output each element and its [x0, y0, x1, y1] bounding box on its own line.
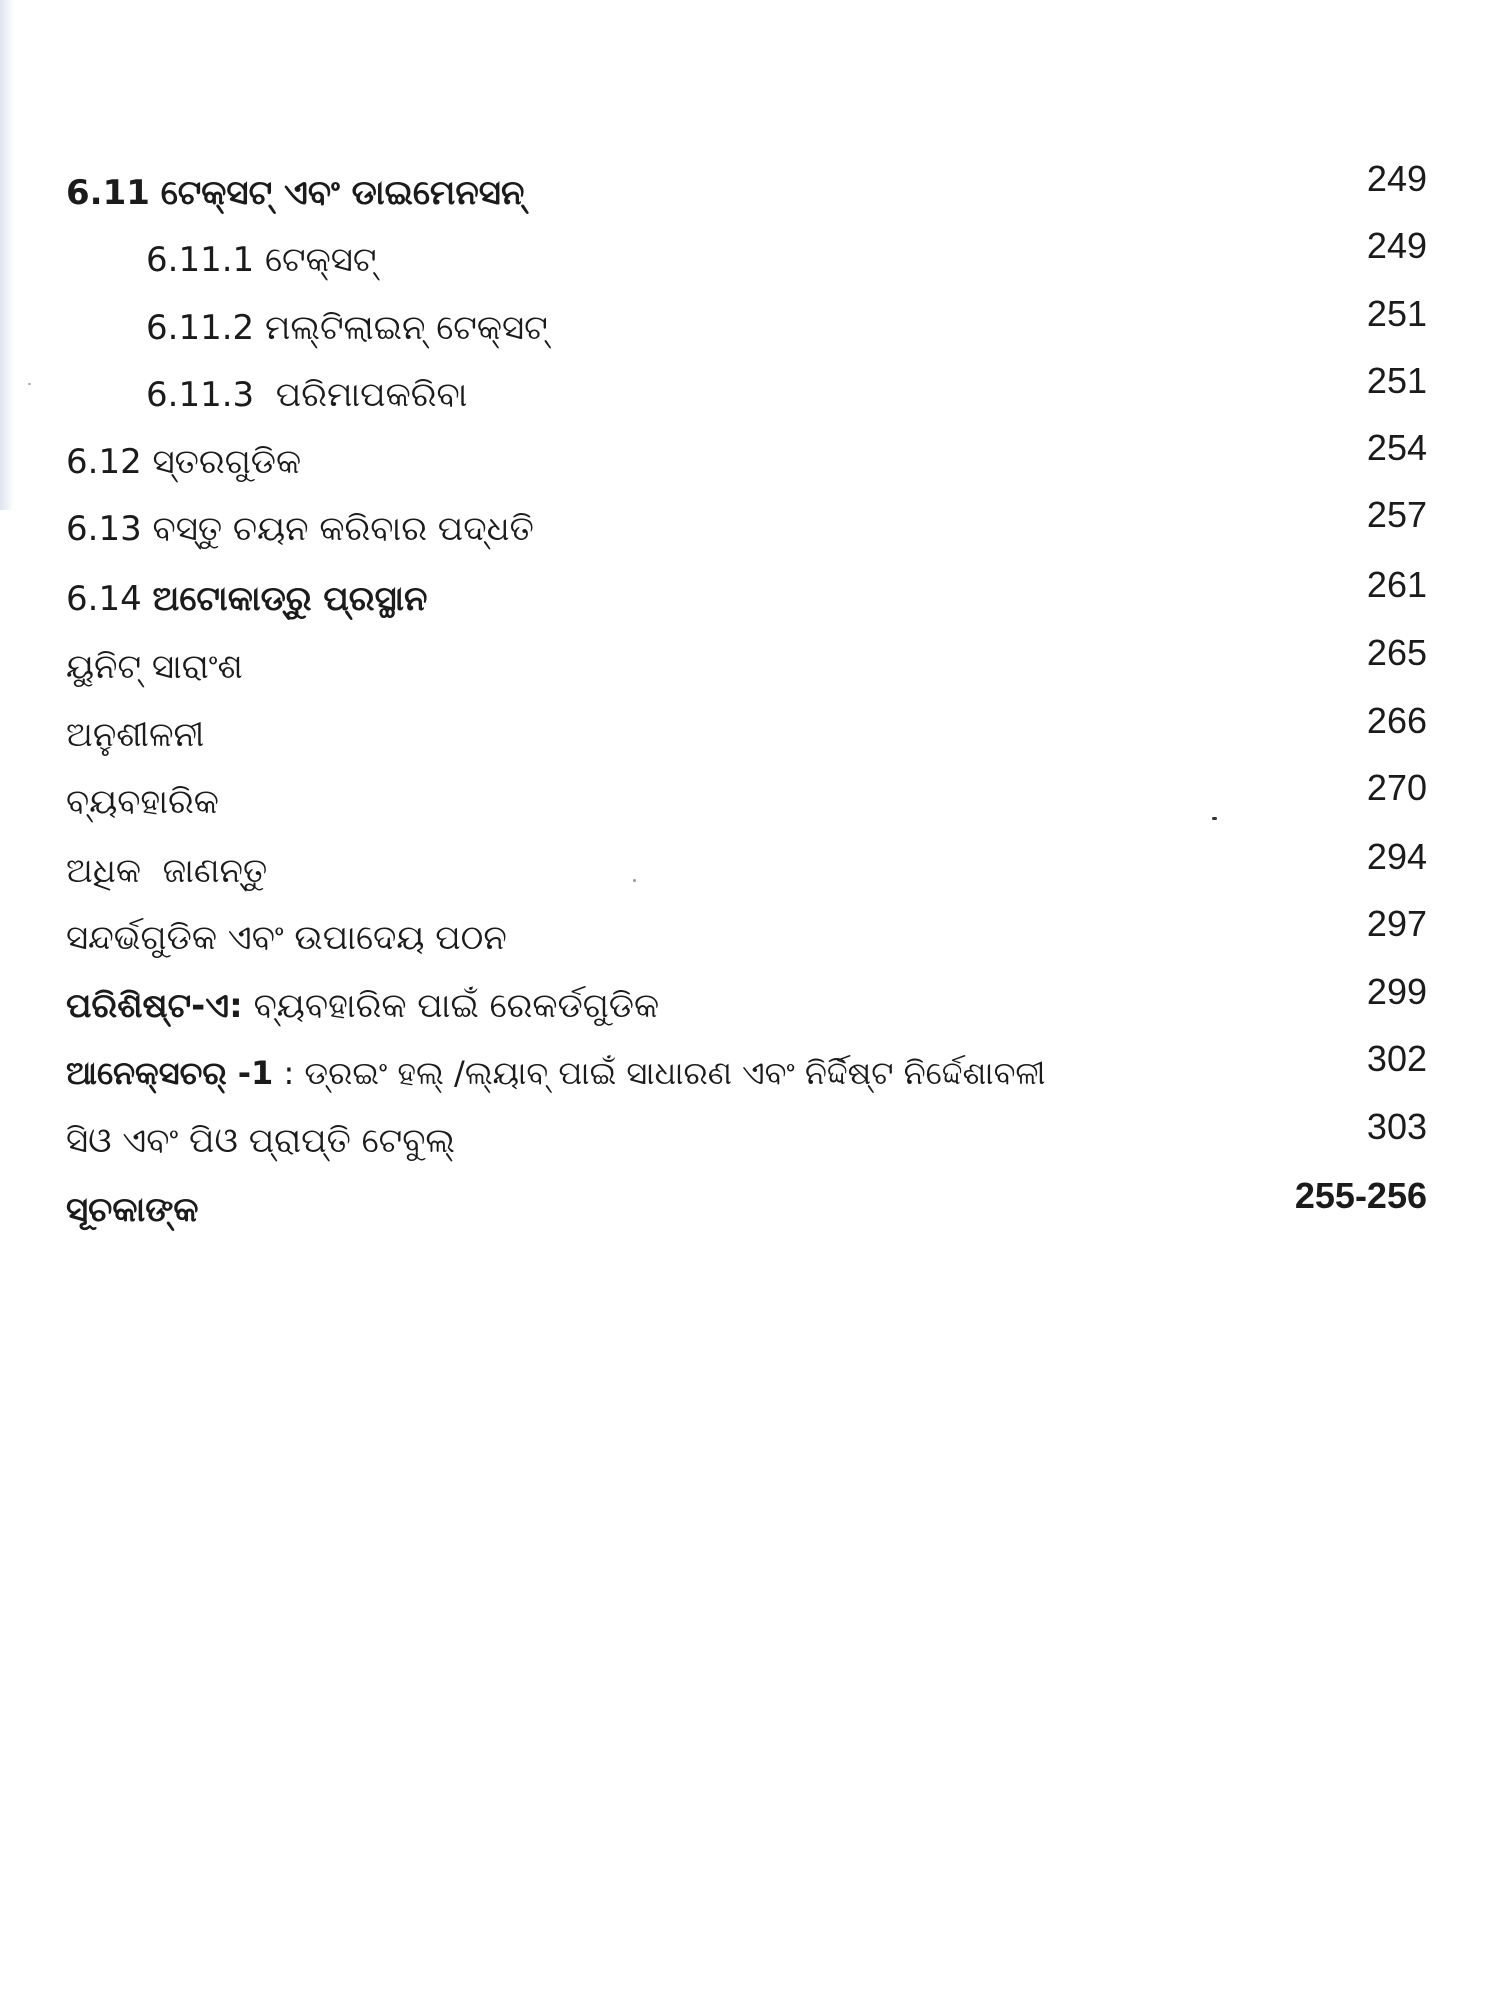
- page-number: 261: [1366, 564, 1427, 605]
- page-number: 249: [1366, 158, 1427, 199]
- toc-entry-index[interactable]: [0, 1175, 1500, 1238]
- toc-entry-unit-summary[interactable]: [0, 632, 1500, 695]
- toc-entry-6-11-3[interactable]: [0, 360, 1500, 423]
- page-number: 302: [1366, 1038, 1427, 1079]
- section-title: ଟେକ୍ସଟ୍: [264, 240, 377, 280]
- section-number: 6.11.1: [146, 240, 255, 280]
- section-title: ଅଧିକ ଜାଣନ୍ତୁ: [66, 851, 268, 891]
- toc-entry-appendix-a[interactable]: [0, 971, 1500, 1034]
- section-title: ସୂଚକାଙ୍କ: [66, 1190, 199, 1230]
- appendix-label: ପରିଶିଷ୍ଟ-ଏ:: [66, 986, 243, 1026]
- toc-entry-6-11-2[interactable]: [0, 293, 1500, 356]
- toc-entry-title: [66, 165, 524, 221]
- page-number: 249: [1366, 225, 1427, 266]
- page-number: 251: [1366, 293, 1427, 334]
- toc-entry-6-11-1[interactable]: [0, 225, 1500, 288]
- toc-entry-title: [66, 978, 659, 1034]
- page-number: 251: [1366, 360, 1427, 401]
- section-title: ସ୍ତରଗୁଡିକ: [152, 442, 302, 482]
- toc-entry-co-po-table[interactable]: [0, 1106, 1500, 1169]
- page-number: 255-256: [1294, 1175, 1427, 1216]
- section-title: ବସ୍ତୁ ଚୟନ କରିବାର ପଦ୍ଧତି: [152, 509, 534, 549]
- toc-entry-6-12[interactable]: [0, 427, 1500, 490]
- page-number: 294: [1366, 836, 1427, 877]
- section-number: 6.11: [66, 173, 150, 213]
- toc-entry-annexure-1[interactable]: [0, 1038, 1500, 1101]
- toc-entry-6-14[interactable]: [0, 564, 1500, 627]
- toc-entry-know-more[interactable]: [0, 836, 1500, 899]
- scan-speck: [28, 383, 31, 385]
- toc-entry-title: [66, 571, 427, 627]
- toc-entry-title: [66, 1045, 1045, 1101]
- page-number: 303: [1366, 1106, 1427, 1147]
- section-title: ବ୍ୟବହାରିକ ପାଇଁ ରେକର୍ଡଗୁଡିକ: [253, 986, 660, 1026]
- page-number: 270: [1366, 767, 1427, 808]
- section-title: ସିଓ ଏବଂ ପିଓ ପ୍ରାପ୍ତି ଟେବୁଲ୍: [66, 1121, 456, 1161]
- toc-entry-6-11[interactable]: [0, 158, 1500, 221]
- section-title: ଅନୁଶୀଳନୀ: [66, 715, 205, 755]
- section-number: 6.12: [66, 442, 142, 482]
- page-number: 297: [1366, 903, 1427, 944]
- page-number: 254: [1366, 427, 1427, 468]
- section-title: ଅଟୋକାଡ୍‌ରୁ ପ୍ରସ୍ଥାନ: [152, 579, 428, 619]
- section-number: 6.13: [66, 509, 142, 549]
- toc-entry-title: [146, 367, 467, 423]
- section-title: ୟୁନିଟ୍ ସାରାଂଶ: [66, 647, 243, 687]
- toc-entry-6-13[interactable]: [0, 494, 1500, 557]
- toc-entry-title: [146, 232, 376, 288]
- toc-entry-practical[interactable]: [0, 767, 1500, 830]
- scan-speck: [633, 879, 636, 882]
- page-number: 265: [1366, 632, 1427, 673]
- toc-entry-references[interactable]: [0, 903, 1500, 966]
- toc-entry-title: [66, 434, 301, 490]
- annexure-label: ଆନେକ୍ସଚର୍ -1: [66, 1054, 274, 1092]
- scan-speck: [1212, 817, 1217, 820]
- page-number: 257: [1366, 494, 1427, 535]
- section-title: ବ୍ୟବହାରିକ: [66, 782, 219, 822]
- section-title: ପରିମାପକରିବା: [275, 375, 468, 415]
- section-title: ସନ୍ଦର୍ଭଗୁଡିକ ଏବଂ ଉପାଦେୟ ପଠନ: [66, 918, 507, 958]
- toc-entry-title: [146, 300, 548, 356]
- page-number: 266: [1366, 700, 1427, 741]
- section-title: ଟେକ୍ସଟ୍ ଏବଂ ଡାଇମେନସନ୍: [160, 173, 525, 213]
- page-number: 299: [1366, 971, 1427, 1012]
- section-title: : ଡ୍ରଇଂ ହଲ୍ /ଲ୍ୟାବ୍ ପାଇଁ ସାଧାରଣ ଏବଂ ନିର୍ଦ୍ଦିଷ୍ଟ ନିର୍ଦ୍ଦେଶାବଳୀ: [283, 1054, 1046, 1092]
- section-title: ମଲ୍ଟିଲାଇନ୍ ଟେକ୍ସଟ୍: [264, 308, 548, 348]
- toc-entry-title: [66, 501, 534, 557]
- toc-entry-exercises[interactable]: [0, 700, 1500, 763]
- section-number: 6.14: [66, 579, 142, 619]
- section-number: 6.11.2: [146, 308, 255, 348]
- section-number: 6.11.3: [146, 375, 255, 415]
